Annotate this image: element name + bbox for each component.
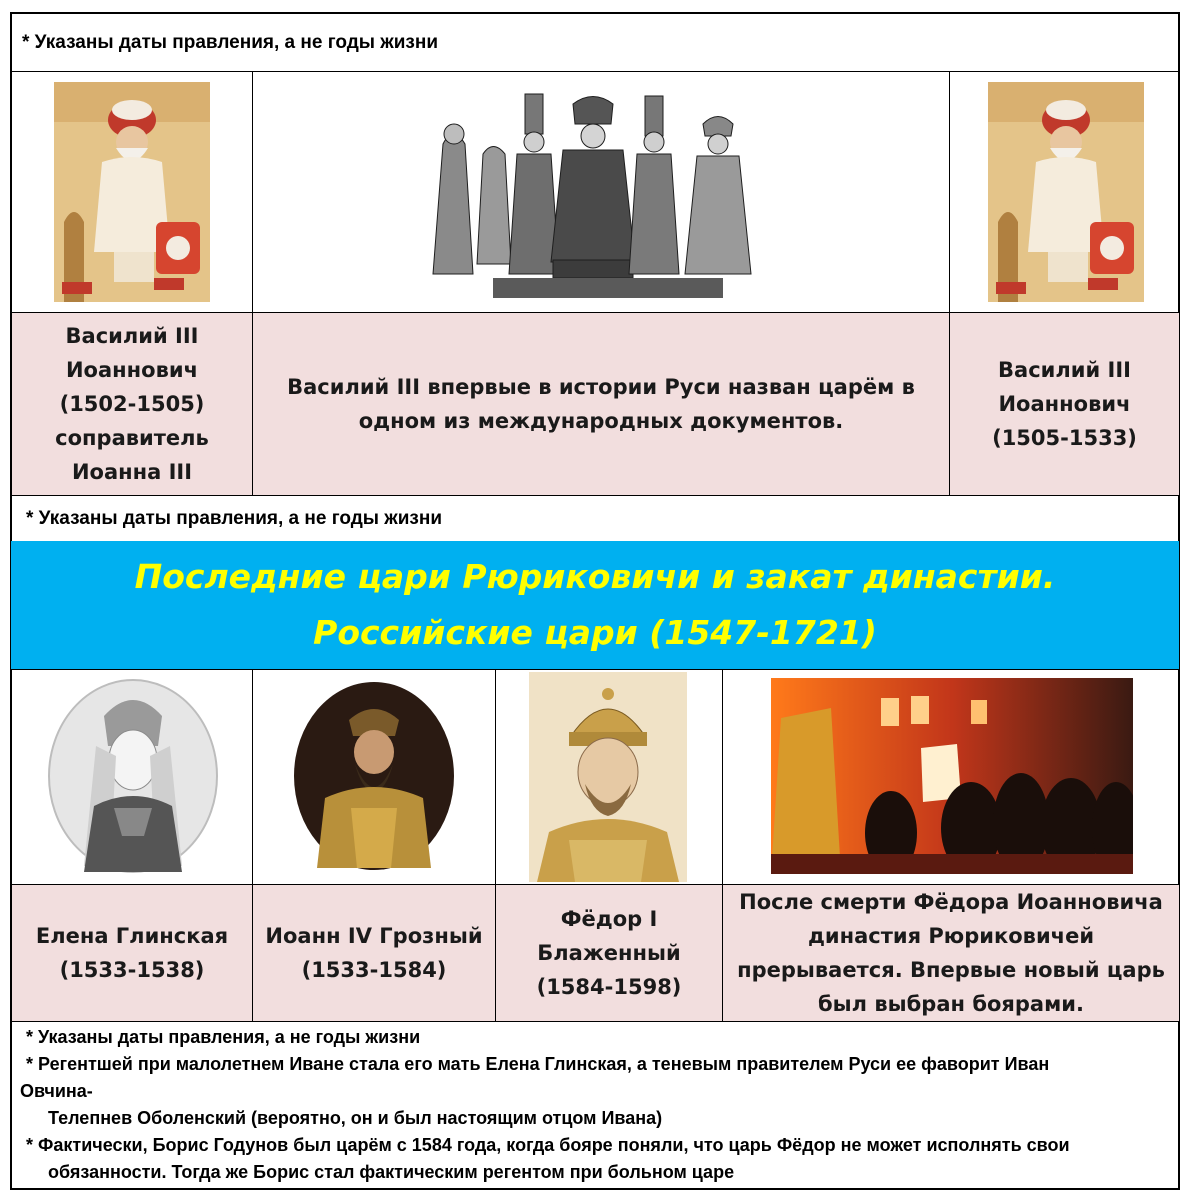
footnote-godunov-cont: обязанности. Тогда же Борис стал фактическим регентом при больном царе: [48, 1162, 735, 1182]
ivan-iv-portrait: [291, 678, 457, 874]
footnote-regent-cont2: Телепнев Оболенский (вероятно, он и был настоящим отцом Ивана): [48, 1108, 663, 1128]
dynasty-end-cell: [722, 884, 1180, 1022]
footnote-reign-dates: * Указаны даты правления, а не годы жизни: [26, 1027, 421, 1047]
line: Василий III: [65, 324, 199, 348]
footnote-regent-cont: Овчина-: [20, 1081, 93, 1101]
note-middle: * Указаны даты правления, а не годы жизни: [26, 508, 443, 529]
line: (1502-1505): [59, 392, 205, 416]
fyodor-i-portrait: [529, 672, 687, 882]
vasily-portrait-right: [988, 82, 1144, 302]
line: соправитель: [55, 426, 209, 450]
ivan-iv-cell: [252, 884, 496, 1022]
line: одном из международных документов.: [358, 409, 844, 433]
line: Иоанна III: [71, 460, 193, 484]
line: Василий III: [998, 358, 1131, 382]
line: Иоаннович: [998, 392, 1131, 416]
footnotes: [20, 1024, 1176, 1186]
elena-glinskaya-cell: [11, 884, 253, 1022]
line: (1505-1533): [992, 426, 1137, 450]
banner-title-line2: Российские цари (1547-1721): [313, 613, 877, 652]
image-cell-elena: [11, 669, 253, 885]
image-cell-ivan: [252, 669, 496, 885]
line: (1533-1538): [59, 958, 205, 982]
line: (1533-1584): [301, 958, 447, 982]
line: был выбран боярами.: [818, 992, 1084, 1016]
line: династия Рюриковичей: [807, 924, 1095, 948]
image-cell-right: [949, 71, 1180, 313]
elena-glinskaya-portrait: [44, 676, 222, 876]
section-banner: [11, 541, 1179, 669]
vasily-iii-reign-cell: [949, 312, 1180, 496]
vasily-tsar-title-cell: [252, 312, 950, 496]
image-cell-fyodor: [495, 669, 723, 885]
footnote-regent: * Регентшей при малолетнем Иване стала его мать Елена Глинская, а теневым правителем Руси ее фаворит Иван: [26, 1054, 1050, 1074]
image-cell-left: [11, 71, 253, 313]
line: прерывается. Впервые новый царь: [737, 958, 1165, 982]
boyars-election-painting: [771, 678, 1133, 874]
line: Василий III впервые в истории Руси назван царём в: [287, 375, 915, 399]
line: После смерти Фёдора Иоанновича: [739, 890, 1163, 914]
line: Фёдор I: [560, 907, 658, 931]
banner-title-line1: Последние цари Рюриковичи и закат династии.: [134, 557, 1056, 596]
line: Иоаннович: [65, 358, 199, 382]
line: Елена Глинская: [35, 924, 229, 948]
line: Иоанн IV Грозный: [265, 924, 483, 948]
note-top: * Указаны даты правления, а не годы жизни: [22, 32, 439, 53]
footnote-godunov: * Фактически, Борис Годунов был царём с 1584 года, когда бояре поняли, что царь Фёдор не может исполнять свои: [26, 1135, 1070, 1155]
line: Блаженный: [537, 941, 681, 965]
image-cell-election: [722, 669, 1180, 885]
image-cell-center: [252, 71, 950, 313]
fyodor-i-cell: [495, 884, 723, 1022]
vasily-portrait: [54, 82, 210, 302]
vasily-iii-coruler-cell: [11, 312, 253, 496]
tsar-court-engraving: [413, 84, 773, 302]
line: (1584-1598): [536, 975, 682, 999]
